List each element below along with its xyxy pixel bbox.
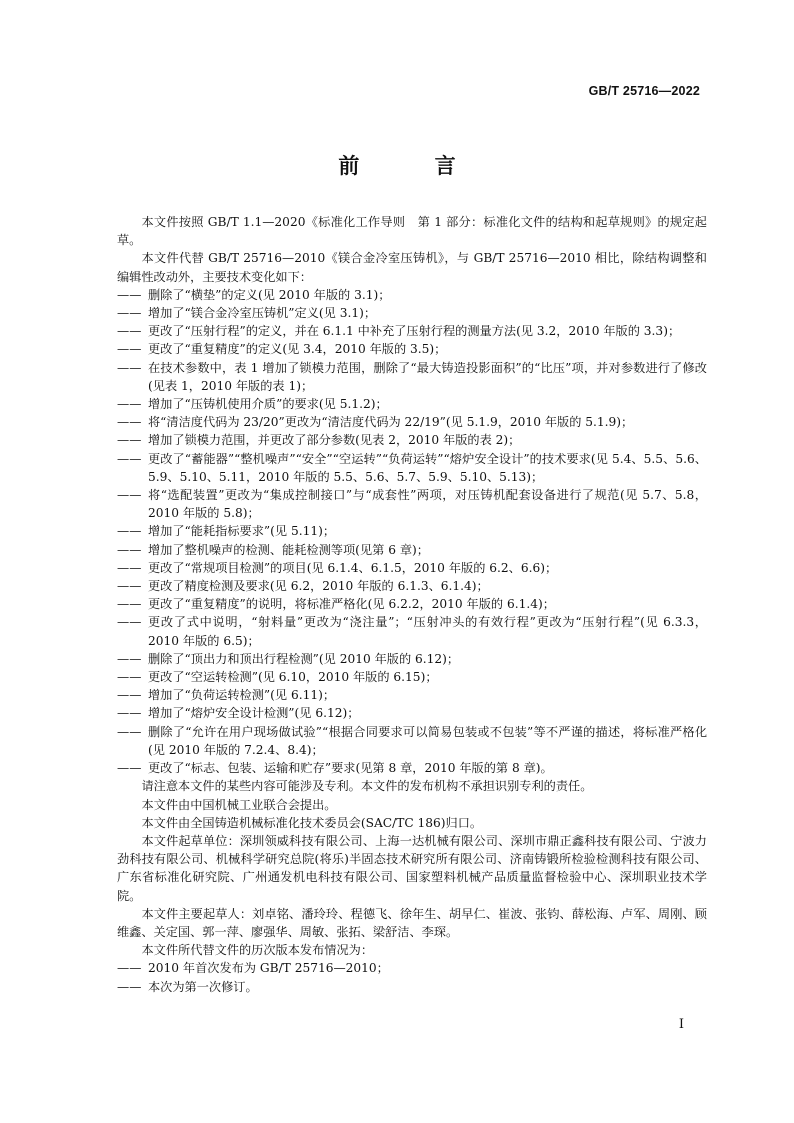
list-item: —— 更改了精度检测及要求(见 6.2，2010 年版的 6.1.3、6.1.4)； — [117, 579, 489, 594]
list-item: —— 删除了“允许在用户现场做试验”“根据合同要求可以简易包装或不包装”等不严谨的描述，将标准严格化(见 2010 年版的 7.2.4、8.4)； — [117, 724, 707, 757]
list-item: —— 增加了锁模力范围，并更改了部分参数(见表 2，2010 年版的表 2)； — [117, 433, 521, 448]
paragraph-proposer: 本文件由中国机械工业联合会提出。 — [141, 797, 337, 812]
foreword-body — [117, 213, 707, 996]
list-item: —— 将“清洁度代码为 23/20”更改为“清洁度代码为 22/19”(见 5.1.9，2010 年版的 5.1.9)； — [117, 415, 634, 430]
page-number: I — [678, 1017, 684, 1032]
standard-code: GB/T 25716—2022 — [588, 84, 700, 98]
list-item: —— 增加了“负荷运转检测”(见 6.11)； — [117, 688, 336, 703]
paragraph-drafters: 本文件主要起草人：刘卓铭、潘玲玲、程德飞、徐年生、胡早仁、崔波、张钧、薛松海、卢军、周刚、顾维鑫、关定国、郭一萍、廖强华、周敏、张拓、梁舒洁、李琛。 — [117, 906, 707, 939]
paragraph-drafting-rules: 本文件按照 GB/T 1.1—2020《标准化工作导则 第 1 部分：标准化文件的结构和起草规则》的规定起草。 — [117, 215, 707, 248]
paragraph-history-intro: 本文件所代替文件的历次版本发布情况为： — [141, 943, 374, 958]
change-list — [117, 286, 707, 777]
list-item: —— 更改了“重复精度”的说明，将标准严格化(见 6.2.2，2010 年版的 6.1.4)； — [117, 597, 555, 612]
list-item: —— 更改了“常规项目检测”的项目(见 6.1.4、6.1.5，2010 年版的 6.2、6.6)； — [117, 560, 558, 575]
list-item: —— 本次为第一次修订。 — [117, 979, 258, 994]
list-item: —— 增加了“熔炉安全设计检测”(见 6.12)； — [117, 706, 360, 721]
list-item: —— 更改了“标志、包装、运输和贮存”要求(见第 8 章，2010 年版的第 8 章)。 — [117, 761, 553, 776]
list-item: —— 增加了“压铸机使用介质”的要求(见 5.1.2)； — [117, 397, 388, 412]
list-item: —— 在技术参数中，表 1 增加了锁模力范围，删除了“最大铸造投影面积”的“比压”项，并对参数进行了修改(见表 1，2010 年版的表 1)； — [117, 360, 707, 393]
list-item: —— 更改了“空运转检测”(见 6.10，2010 年版的 6.15)； — [117, 670, 438, 685]
page-title: 前 言 — [338, 154, 490, 178]
list-item: —— 更改了“压射行程”的定义，并在 6.1.1 中补充了压射行程的测量方法(见 3.2，2010 年版的 3.3)； — [117, 324, 681, 339]
list-item: —— 更改了式中说明，“射料量”更改为“浇注量”；“压射冲头的有效行程”更改为“压射行程”(见 6.3.3，2010 年版的 6.5)； — [117, 615, 707, 648]
paragraph-patent-notice: 请注意本文件的某些内容可能涉及专利。本文件的发布机构不承担识别专利的责任。 — [141, 779, 593, 794]
paragraph-replacement: 本文件代替 GB/T 25716—2010《镁合金冷室压铸机》，与 GB/T 25716—2010 相比，除结构调整和编辑性改动外，主要技术变化如下： — [117, 251, 707, 284]
list-item: —— 将“选配装置”更改为“集成控制接口”与“成套性”两项，对压铸机配套设备进行了规范(见 5.7、5.8，2010 年版的 5.8)； — [117, 488, 707, 521]
list-item: —— 删除了“横垫”的定义(见 2010 年版的 3.1)； — [117, 287, 391, 302]
list-item: —— 更改了“重复精度”的定义(见 3.4，2010 年版的 3.5)； — [117, 342, 447, 357]
list-item: —— 2010 年首次发布为 GB/T 25716—2010； — [117, 961, 389, 976]
history-list — [117, 959, 707, 995]
paragraph-drafting-units: 本文件起草单位：深圳领威科技有限公司、上海一达机械有限公司、深圳市鼎正鑫科技有限公司、宁波力劲科技有限公司、机械科学研究总院(将乐)半固态技术研究所有限公司、济南铸锻所检验检测科技有限公司、广东省标准化研究院、广州通发机电科技有限公司、国家塑料机械产品质量监督检验中心、深圳职业技术学院。 — [117, 833, 707, 903]
list-item: —— 增加了“能耗指标要求”(见 5.11)； — [117, 524, 336, 539]
list-item: —— 增加了“镁合金冷室压铸机”定义(见 3.1)； — [117, 306, 377, 321]
list-item: —— 增加了整机噪声的检测、能耗检测等项(见第 6 章)； — [117, 542, 429, 557]
list-item: —— 删除了“顶出力和顶出行程检测”(见 2010 年版的 6.12)； — [117, 651, 460, 666]
paragraph-committee: 本文件由全国铸造机械标准化技术委员会(SAC/TC 186)归口。 — [141, 815, 483, 830]
list-item: —— 更改了“蓄能器”“整机噪声”“安全”“空运转”“负荷运转”“熔炉安全设计”的技术要求(见 5.4、5.5、5.6、5.9、5.10、5.11，2010 年版的 5.5、5.6、5.7、5.9、5.10、5.13)； — [117, 451, 707, 484]
